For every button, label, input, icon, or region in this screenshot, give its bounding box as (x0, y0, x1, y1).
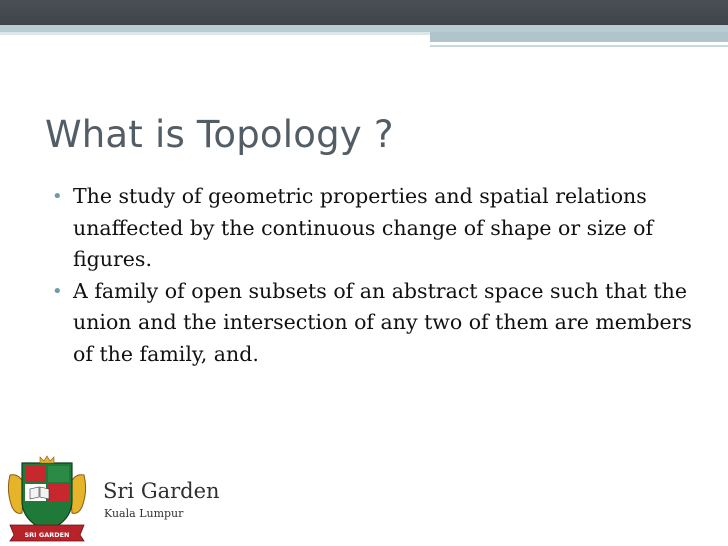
bullet-marker-icon: • (52, 280, 63, 302)
bullet-marker-icon: • (52, 186, 63, 207)
bullet-item (50, 181, 710, 276)
school-crest-logo (4, 455, 90, 543)
header-band (0, 0, 728, 25)
header-accent-strip-light (0, 32, 430, 35)
header-accent-line (430, 45, 728, 47)
bullet-text: The study of geometric properties and spatial relations unaffected by the continuous change of shape or size of figures. (73, 184, 654, 271)
header-accent-strip (0, 25, 728, 32)
slide-title: What is Topology ? (45, 113, 394, 156)
crown-icon (40, 456, 54, 463)
header-accent-block (430, 32, 728, 42)
bullet-list (50, 181, 710, 370)
school-name: Sri Garden (103, 479, 220, 503)
school-location: Kuala Lumpur (104, 507, 184, 520)
bullet-text: A family of open subsets of an abstract space such that the union and the intersection of any two of them are members of the family, and. (73, 278, 692, 366)
bullet-item (50, 276, 710, 371)
ribbon-text: SRI GARDEN (24, 531, 70, 539)
